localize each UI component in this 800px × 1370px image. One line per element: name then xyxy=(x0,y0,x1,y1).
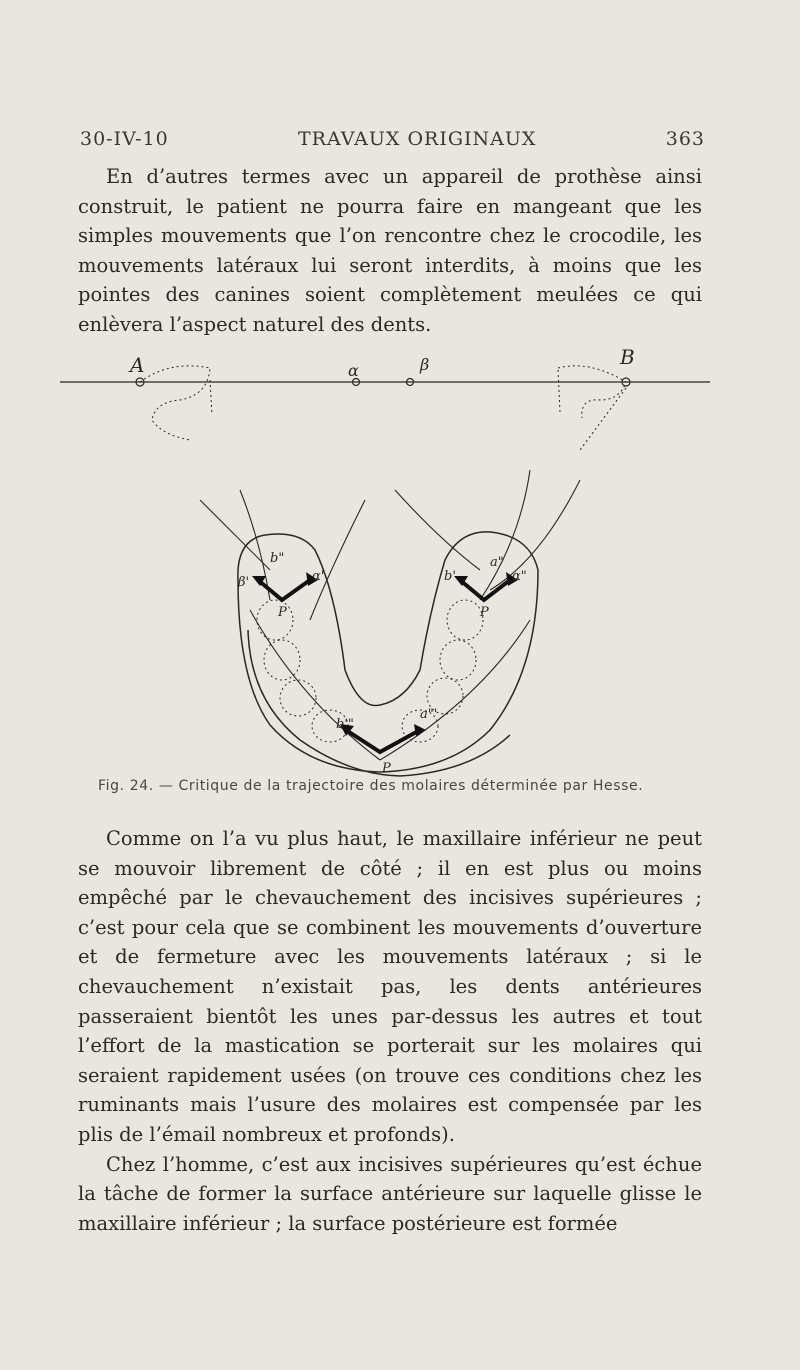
paragraph: Chez l’homme, c’est aux incisives supérieures qu’est échue la tâche de former la surface antérieure sur laquelle glisse le maxillaire inférieur ; la surface postérieure est formée xyxy=(78,1152,702,1235)
label-a-right: a" xyxy=(490,555,504,570)
header-section-title: TRAVAUX ORIGINAUX xyxy=(297,128,537,150)
label-b-left: b" xyxy=(270,551,285,566)
page-number: 363 xyxy=(665,128,705,150)
condyle-outlines xyxy=(140,366,626,450)
label-p-right: P xyxy=(480,605,489,620)
body-text-bottom xyxy=(78,824,702,1238)
label-p-bottom: P xyxy=(382,761,391,776)
label-beta-left: β' xyxy=(238,575,250,590)
paragraph: Comme on l’a vu plus haut, le maxillaire inférieur ne peut se mouvoir librement de côté ; il en est plus ou moins empêché par le chevauchement des incisives supérieures ; c’est pour cela que se combinent les mouvements d’ouverture et de fermeture avec les mouvements latéraux ; si le chevauchement n’existait pas, les dents antérieures passeraient bientôt les unes par-dessus les autres et tout l’effort de la mastication se porterait sur les molaires qui seraient rapidement usées (on trouve ces conditions chez les ruminants mais l’usure des molaires est compensée par les plis de l’émail nombreux et profonds). xyxy=(78,827,702,1146)
label-beta: β xyxy=(420,355,430,374)
trajectory-lines xyxy=(200,470,580,760)
teeth-outlines xyxy=(257,600,483,742)
condyle-axis xyxy=(60,378,710,386)
label-alpha-right: α" xyxy=(512,569,527,584)
label-b-bottom: b'" xyxy=(336,717,354,732)
label-p-left: P xyxy=(278,605,287,620)
running-header xyxy=(80,128,705,150)
force-arrows xyxy=(258,580,510,752)
label-A: A xyxy=(130,353,145,377)
figure-24-diagram xyxy=(60,340,720,780)
label-alpha: α xyxy=(348,361,359,380)
paragraph: En d’autres termes avec un appareil de prothèse ainsi construit, le patient ne pourra faire en mangeant que les simples mouvements que l’on rencontre chez le crocodile, les mouvements latéraux lui seront interdits, à moins que les pointes des canines soient complètement meulées ce qui enlèvera l’aspect naturel des dents. xyxy=(78,165,702,336)
label-a-left: α' xyxy=(312,569,325,584)
header-date: 30-IV-10 xyxy=(80,128,169,150)
label-b-right: b' xyxy=(444,569,456,584)
body-text-top xyxy=(78,162,702,340)
label-a-bottom: a"' xyxy=(420,707,438,722)
label-B: B xyxy=(620,345,635,369)
figure-caption: Fig. 24. — Critique de la trajectoire des molaires déterminée par Hesse. xyxy=(98,778,644,794)
